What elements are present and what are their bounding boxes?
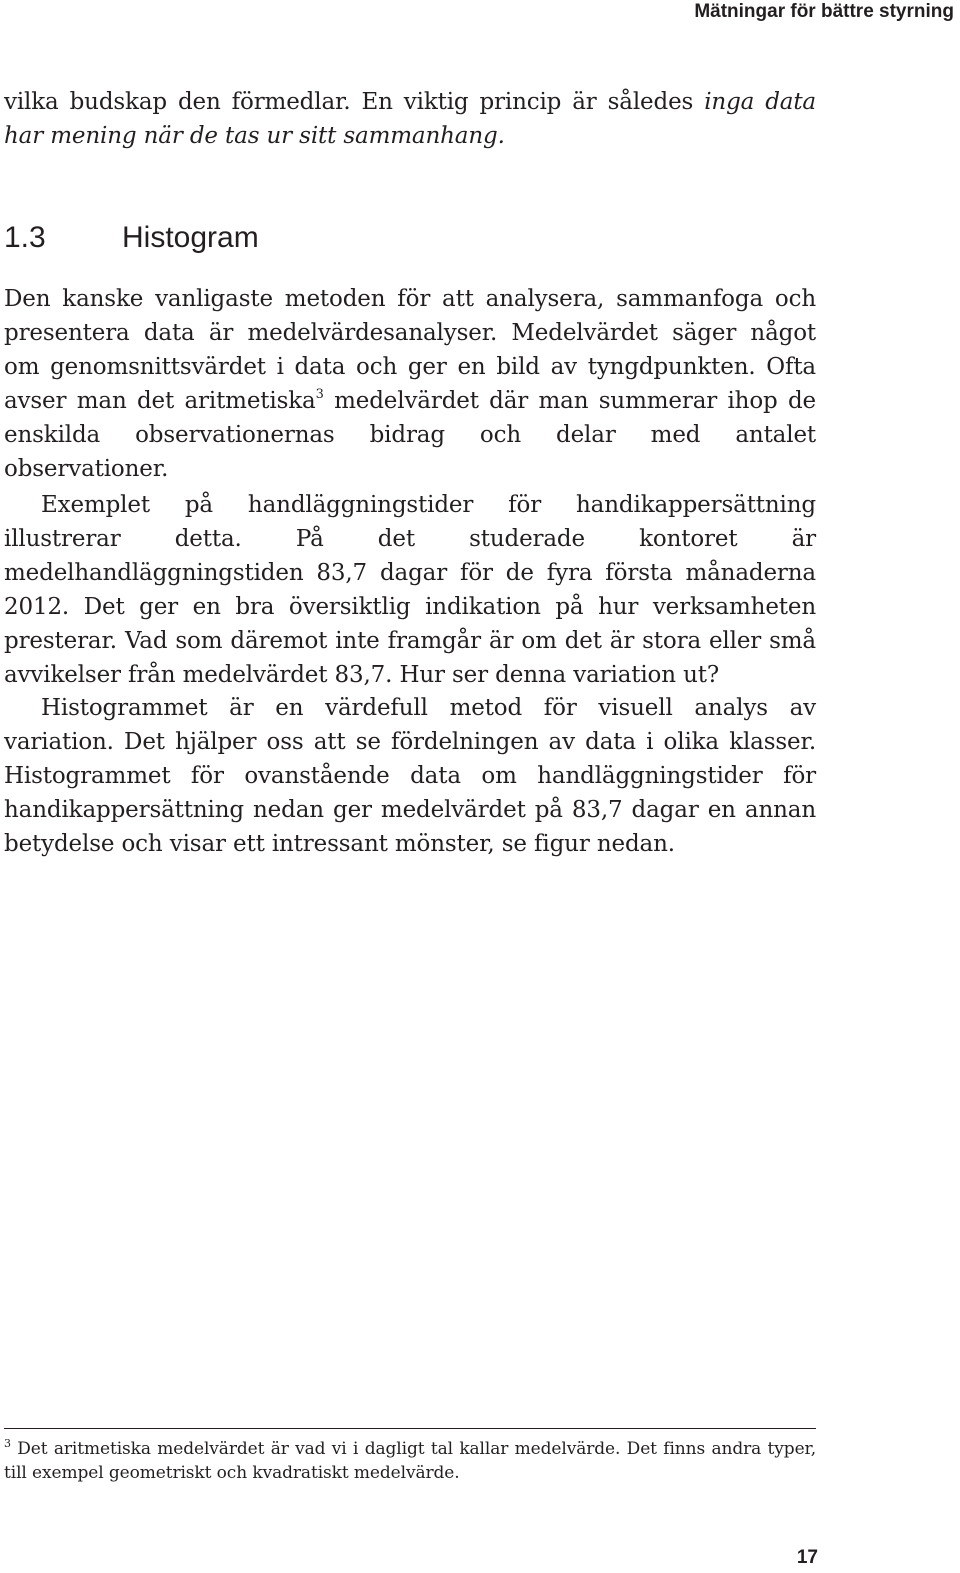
paragraph-example: Exemplet på handläggningstider för handikappersättning illustrerar detta. På det studerade kontoret är medelhandläggningstiden 83,7 dagar för de fyra första månaderna 2012. Det ger en bra översiktlig indikation på hur verksamheten presterar. Vad som däremot inte framgår är om det är stora eller små avvikelser från medelvärdet 83,7. Hur ser denna variation ut? xyxy=(4,492,816,688)
footnote-reference: 3 xyxy=(315,387,324,402)
paragraph-mean-text: Den kanske vanligaste metoden för att analysera, sammanfoga och presentera data är medelvärdesanalyser. Medelvärdet säger något om genomsnittsvärdet i data och ger en bild av tyngdpunkten. Ofta avser man det aritmetiska xyxy=(4,286,816,414)
running-header: Mätningar för bättre styrning xyxy=(694,1,954,22)
intro-paragraph xyxy=(4,85,816,153)
page-number: 17 xyxy=(796,1547,818,1568)
footnote-marker: 3 xyxy=(4,1437,11,1450)
intro-italic-text: inga data har mening när de tas ur sitt sammanhang. xyxy=(4,89,816,149)
footnote-divider xyxy=(4,1428,816,1429)
section-title: Histogram xyxy=(122,221,259,254)
paragraph-mean xyxy=(4,282,816,486)
footnote xyxy=(4,1437,816,1485)
section-heading xyxy=(4,218,259,258)
intro-text: vilka budskap den förmedlar. En viktig princip är således xyxy=(4,89,705,115)
footnote-text: Det aritmetiska medelvärdet är vad vi i dagligt tal kallar medelvärde. Det finns andra typer, till exempel geometriskt och kvadratiskt medelvärde. xyxy=(4,1439,816,1483)
paragraph-mean-text-continued: medelvärdet där man summerar ihop de enskilda observationernas bidrag och delar med antalet observationer. xyxy=(4,388,816,482)
section-number: 1.3 xyxy=(4,221,46,254)
paragraph-histogram: Histogrammet är en värdefull metod för visuell analys av variation. Det hjälper oss att se fördelningen av data i olika klasser. Histogrammet för ovanstående data om handläggningstider för handikappersättning nedan ger medelvärdet på 83,7 dagar en annan betydelse och visar ett intressant mönster, se figur nedan. xyxy=(4,695,816,857)
